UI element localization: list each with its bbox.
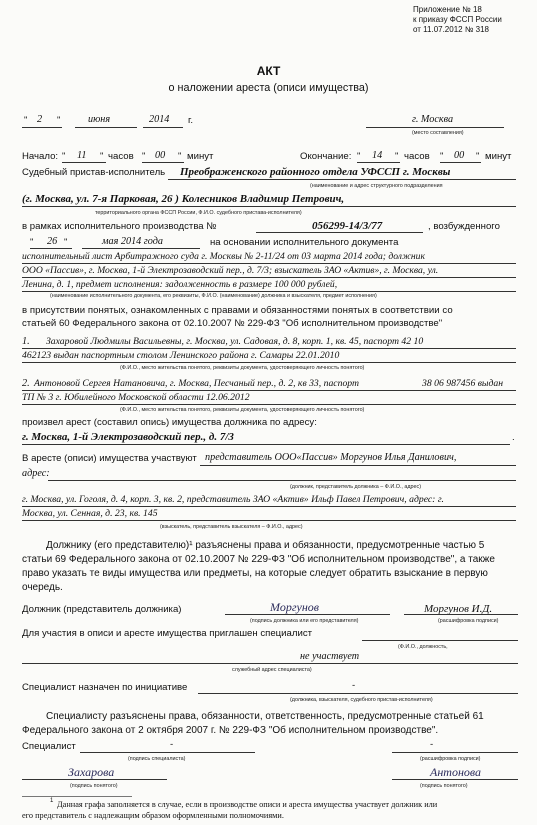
order-reference: к приказу ФССП России: [413, 15, 502, 24]
witness-2-line-2: ТП № 3 г. Юбилейного Московской области 12.06.2012: [22, 392, 250, 403]
rights-line-2: статьи 69 Федерального закона от 02.10.2007 № 229-ФЗ "Об исполнительном производстве", а также: [22, 554, 495, 565]
specialist-value: не участвует: [300, 651, 360, 662]
proceeding-label: в рамках исполнительного производства №: [22, 221, 217, 232]
rights-line-1: Должнику (его представителю)¹ разъяснены права и обязанности, предусмотренные частью 5: [46, 540, 485, 551]
document-page: Приложение № 18 к приказу ФССП России от 11.07.2012 № 318 АКТ о наложении ареста (описи имущества) " 2 " июня 2014 г. г. Москва (место составления) Начало: " 11 " часов " 00 " минут Окончание: " 14 " часов " 00 " минут Судебный пристав-исполнитель Преображенского районного отдела УФССП г. Москвы (наименование и адрес структурного подразделения (г. Москва, ул. 7-я Парковая, 26 ) Колесников Владимир Петрович, территориального органа ФССП России, Ф.И.О. судебного пристава-исполнителя) в рамках исполнительного производства № 056299-14/3/77 , возбужденного " 26 " мая 2014 года на основании исполнительного документа исполнительный лист Арбитражного суда г. Москвы № 2-11/24 от 03 марта 2014 года; должник ООО «Пассив», г. Москва, 1-й Электрозаводский пер., д. 7/3; взыскатель ЗАО «Актив», г. Москва, ул. Ленина, д. 1, предмет исполнения: задолженность в размере 100 000 рублей, (наименование исполнительного документа, его реквизиты, Ф.И.О. (наименование) должника и взыскателя, предмет исполнения) в присутствии понятых, ознакомленных с правами и обязанностями понятых в соответствии со статьей 60 Федерального закона от 02.10.2007 № 229-ФЗ "Об исполнительном производстве" 1. Захаровой Людмилы Васильевны, г. Москва, ул. Садовая, д. 8, корп. 1, кв. 45, паспорт 42 10 462123 выдан паспортным столом Ленинского района г. Самары 22.01.2010 (Ф.И.О., место жительства понятого, реквизиты документа, удостоверяющего личность понятого) 2. Антоновой Сергея Натановича, г. Москва, Песчаный пер., д. 2, кв 33, паспорт 38 06 987456 выдан ТП № 3 г. Юбилейного Московской области 12.06.2012 (Ф.И.О., место жительства понятого, реквизиты документа, удостоверяющего личность понятого) произвел арест (составил опись) имущества должника по адресу: г. Москва, 1-й Электрозаводский пер., д. 7/3 . В аресте (описи) имущества участвуют представитель ООО«Пассив» Моргунов Илья Данилович, адрес: (должник, представитель должника – Ф.И.О., адрес) г. Москва, ул. Гоголя, д. 4, корп. 3, кв. 2, представитель ЗАО «Актив» Ильф Павел Петрович, адрес: г. Москва, ул. Сенная, д. 23, кв. 145 (взыскатель, представитель взыскателя – Ф.И.О., адрес) Должнику (его представителю)¹ разъяснены права и обязанности, предусмотренные частью 5 статьи 69 Федерального закона от 02.10.2007 № 229-ФЗ "Об исполнительном производстве", а также право указать те виды имущества или предметы, на которые следует обратить взыскание в первую очередь. Должник (представитель должника) Моргунов (подпись должника или его представителя) Моргунов И.Д. (расшифровка подписи) Для участия в описи и аресте имущества приглашен специалист (Ф.И.О., должность, не участвует служебный адрес специалиста) Специалист назначен по инициативе - (должника, взыскателя, судебного пристав-исполнителя) Специалисту разъяснены права, обязанности, ответственность, предусмотренные статьей 61 Федерального закона от 2 октября 2007 г. № 229-ФЗ "Об исполнительном производстве". Специалист - (подпись специалиста) - (расшифровка подписи) Захарова (подпись понятого) Антонова (подпись понятого) 1 Данная графа заполняется в случае, если в производстве описи и ареста имущества участвует должник или его представитель с надлежащим образом оформленными полномочиями.: [0, 0, 537, 825]
specialist-sign-label: Специалист: [22, 741, 76, 752]
witness-2-passport: 38 06 987456 выдан: [422, 378, 504, 389]
proceeding-number: 056299-14/3/77: [312, 220, 383, 232]
specialist-rights-2: Федерального закона от 2 октября 2007 г. № 229-ФЗ "Об исполнительном производстве".: [22, 725, 439, 736]
debtor-sign-label: Должник (представитель должника): [22, 604, 182, 615]
bailiff-department: Преображенского районного отдела УФССП г. Москвы: [180, 166, 451, 178]
footnote-divider: [22, 796, 132, 797]
specialist-rights-1: Специалисту разъяснены права, обязанности, ответственность, предусмотренные статьей 61: [46, 711, 484, 722]
witness-2-line-1: Антоновой Сергея Натановича, г. Москва, Песчаный пер., д. 2, кв 33, паспорт: [34, 378, 360, 389]
witnesses-intro-2: статьей 60 Федерального закона от 02.10.2007 № 229-ФЗ "Об исполнительном производстве": [22, 318, 443, 329]
bailiff-name: (г. Москва, ул. 7-я Парковая, 26 ) Колесников Владимир Петрович,: [22, 193, 345, 205]
witnesses-intro-1: в присутствии понятых, ознакомленных с правами и обязанностями понятых в соответствии со: [22, 305, 453, 316]
witness-2-signature: Антонова: [430, 765, 482, 779]
date-month: июня: [88, 114, 111, 125]
witness-1-line-2: 462123 выдан паспортным столом Ленинского района г. Самары 22.01.2010: [22, 350, 340, 361]
start-minutes: 00: [155, 150, 166, 161]
participants-claimant-address: Москва, ул. Сенная, д. 23, кв. 145: [22, 508, 158, 519]
witness-1-line-1: Захаровой Людмилы Васильевны, г. Москва, ул. Садовая, д. 8, корп. 1, кв. 45, паспорт 42 10: [46, 336, 424, 347]
proceeding-details-1: исполнительный лист Арбитражного суда г. Москвы № 2-11/24 от 03 марта 2014 года; должник: [22, 251, 425, 262]
proceeding-month-year: мая 2014 года: [102, 236, 163, 247]
start-hours: 11: [77, 150, 87, 161]
specialist-initiative-label: Специалист назначен по инициативе: [22, 682, 188, 693]
appendix-label: Приложение № 18: [413, 5, 482, 14]
witness-1-signature: Захарова: [68, 765, 115, 779]
date-year: 2014: [149, 114, 170, 125]
order-date: от 11.07.2012 № 318: [413, 25, 489, 34]
document-title: АКТ: [256, 64, 281, 78]
proceeding-details-3: Ленина, д. 1, предмет исполнения: задолженность в размере 100 000 рублей,: [22, 279, 338, 290]
arrest-address: г. Москва, 1-й Электрозаводский пер., д. 7/3: [22, 431, 234, 443]
participants-claimant: г. Москва, ул. Гоголя, д. 4, корп. 3, кв. 2, представитель ЗАО «Актив» Ильф Павел Петрович, адрес: г.: [22, 494, 444, 505]
end-hours: 14: [372, 150, 383, 161]
debtor-signature: Моргунов: [270, 600, 319, 614]
place-caption: (место составления): [412, 130, 464, 136]
rights-line-3: право указать те виды имущества или предметы, на которые следует обратить взыскание в первую: [22, 568, 488, 579]
date-day: 2: [37, 114, 43, 125]
bailiff-label: Судебный пристав-исполнитель: [22, 167, 166, 178]
end-minutes: 00: [454, 150, 465, 161]
rights-line-4: очередь.: [22, 582, 63, 593]
place-value: г. Москва: [412, 114, 454, 125]
specialist-invited-label: Для участия в описи и аресте имущества приглашен специалист: [22, 628, 313, 639]
footnote-line-1: Данная графа заполняется в случае, если в производстве описи и ареста имущества участвует должник или: [57, 800, 438, 809]
participants-label: В аресте (описи) имущества участвуют: [22, 453, 197, 464]
proceeding-day: 26: [47, 236, 58, 247]
arrest-label: произвел арест (составил опись) имущества должника по адресу:: [22, 417, 317, 428]
proceeding-details-2: ООО «Пассив», г. Москва, 1-й Электрозаводский пер., д. 7/3; взыскатель ЗАО «Актив», г. Москва, ул.: [22, 265, 439, 276]
document-subtitle: о наложении ареста (описи имущества): [168, 82, 369, 94]
participants-value: представитель ООО«Пассив» Моргунов Илья Данилович,: [205, 452, 457, 463]
debtor-name: Моргунов И.Д.: [424, 603, 493, 615]
footnote-line-2: его представитель с надлежащим образом оформленными полномочиями.: [22, 811, 284, 820]
